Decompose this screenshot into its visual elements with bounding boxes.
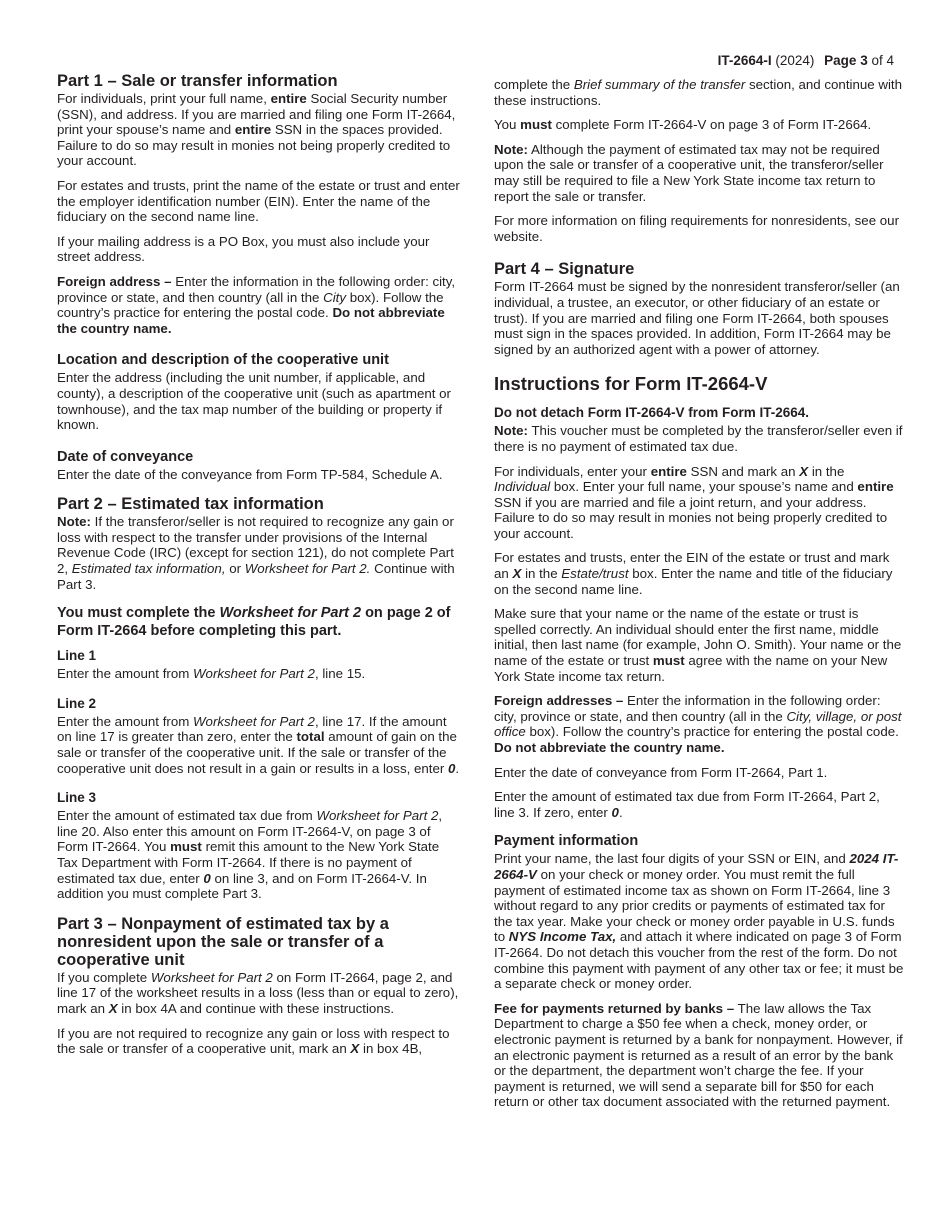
form-year: (2024) [775,53,815,68]
part4-heading: Part 4 – Signature [494,260,635,279]
part1-paragraph-3: If your mailing address is a PO Box, you must also include your street address. [57,233,430,265]
payment-heading: Payment information [494,833,639,850]
line3-heading: Line 3 [57,790,97,806]
note-paragraph: Note: Although the payment of estimated tax may not be required upon the sale or transfer of a cooperative unit, the transferor/seller may still be required to file a New York State income tax return to report the sale or transfer. [494,141,884,204]
form-id: IT-2664-I [717,53,772,68]
page-header [718,52,894,70]
line2-paragraph: Enter the amount from Worksheet for Part 2, line 17. If the amount on line 17 is greater than zero, enter the total amount of gain on the sale or transfer of the cooperative unit. If the sale or transfer of the cooperative unit does not result in a gain or results in a loss, enter 0. [57,713,460,776]
continued-paragraph: complete the Brief summary of the transfer section, and continue with these instructions. [494,77,902,108]
instructions-heading: Instructions for Form IT-2664-V [494,373,768,395]
estimated-amount-paragraph: Enter the amount of estimated tax due from Form IT-2664, Part 2, line 3. If zero, enter 0. [494,789,880,820]
part1-paragraph-2: For estates and trusts, print the name of the estate or trust and enter the employer identification number (EIN). Enter the name of the fiduciary on the second name line. [57,177,460,225]
foreign-addresses-paragraph: Foreign addresses – Enter the information in the following order: city, province or state, and then country (all in the City, village, or post office box). Follow the country’s practice for entering the postal code. Do not abbreviate the country name. [494,693,902,755]
do-not-detach-heading: Do not detach Form IT-2664-V from Form IT-2664. [494,405,810,421]
part1-paragraph-1: For individuals, print your full name, entire Social Security number (SSN), and address. If you are married and filing one Form IT-2664, print your spouse’s name and entire SSN in the spaces provided. Failure to do so may result in monies not being properly credited to your account. [57,91,456,169]
date-heading: Date of conveyance [57,448,194,465]
part1-foreign-address: Foreign address – Enter the information in the following order: city, province or state, and then country (all in the City box). Follow the country’s practice for entering the postal code. Do not abbreviate the country name. [57,273,456,336]
location-paragraph: Enter the address (including the unit number, if applicable, and county), a description of the cooperative unit (such as apartment or townhouse), and the tax map number of the building or property if known. [57,370,451,433]
more-info-paragraph: For more information on filing requirements for nonresidents, see our website. [494,213,900,244]
part2-heading: Part 2 – Estimated tax information [57,495,324,514]
payment-paragraph: Print your name, the last four digits of your SSN or EIN, and 2024 IT-2664-V on your check or money order. You must remit the full payment of estimated income tax as shown on Form IT-2664, line 3 without regard to any prior credits or payments of estimated tax for the tax year. Make your check or money order payable in U.S. funds to NYS Income Tax, and attach it where indicated on page 3 of Form IT-2664. Do not detach this voucher from the rest of the form. Do not combine this payment with payment of any other tax or fee; it must be a separate check or money order. [494,851,904,992]
part2-note: Note: If the transferor/seller is not required to recognize any gain or loss with respect to the transfer under provisions of the Internal Revenue Code (IRC) (except for section 121), do not complete Part 2, Estimated tax information, or Worksheet for Part 2. Continue with Part 3. [57,514,455,592]
name-spelling-paragraph: Make sure that your name or the name of the estate or trust is spelled correctly. An individual should enter the first name, middle initial, then last name (for example, John O. Smith). Your name or the name of the estate or trust must agree with the name on your New York State income tax return. [494,606,902,684]
part3-paragraph-2: If you are not required to recognize any gain or loss with respect to the sale or transfer of a cooperative unit, mark an X in box 4B, [57,1025,450,1057]
returned-fee-paragraph: Fee for payments returned by banks – The law allows the Tax Department to charge a $50 fee when a check, money order, or electronic payment is returned by a bank for nonpayment. However, if an electronic payment is returned as a result of an error by the bank or the department, the department won’t charge the fee. If your payment is returned, we will send a separate bill for $50 for each return or other tax document associated with the returned payment. [494,1000,903,1110]
part3-heading: Part 3 – Nonpayment of estimated tax by a nonresident upon the sale or transfer of a cooperative unit [57,914,389,969]
conveyance-date-paragraph: Enter the date of conveyance from Form IT-2664, Part 1. [494,764,828,780]
date-paragraph: Enter the date of the conveyance from Form TP-584, Schedule A. [57,466,443,482]
page-number: Page 3 [824,53,868,68]
line3-paragraph: Enter the amount of estimated tax due from Worksheet for Part 2, line 20. Also enter this amount on Form IT-2664-V, on page 3 of Form IT-2664. You must remit this amount to the New York State Tax Department with Form IT-2664. If there is no payment of estimated tax due, enter 0 on line 3, and on Form IT-2664-V. In addition you must complete Part 3. [57,808,443,902]
voucher-note-paragraph: Note: This voucher must be completed by the transferor/seller even if there is no payment of estimated tax due. [494,423,903,454]
must-complete-paragraph: You must complete Form IT-2664-V on page 3 of Form IT-2664. [494,117,872,133]
worksheet-requirement: You must complete the Worksheet for Part 2 on page 2 of Form IT-2664 before completing this part. [57,605,451,639]
line2-heading: Line 2 [57,695,97,711]
location-heading: Location and description of the cooperative unit [57,352,389,369]
left-column [57,72,461,1066]
page-total: of 4 [871,53,894,68]
individuals-paragraph: For individuals, enter your entire SSN and mark an X in the Individual box. Enter your full name, your spouse’s name and entire SSN if you are married and file a joint return, and your address. Failure to do so may result in monies not being properly credited to your account. [494,463,894,541]
part4-paragraph: Form IT-2664 must be signed by the nonresident transferor/seller (an individual, a trustee, an executor, or other fiduciary of an estate or trust). If you are married and filing one Form IT-2664, both spouses must sign in the spaces provided. In addition, Form IT-2664 may be signed by an authorized agent with a power of attorney. [494,279,900,357]
right-column [494,77,904,1119]
line1-paragraph: Enter the amount from Worksheet for Part 2, line 15. [57,666,366,682]
part1-heading: Part 1 – Sale or transfer information [57,72,338,90]
part3-paragraph-1: If you complete Worksheet for Part 2 on Form IT-2664, page 2, and line 17 of the worksheet results in a loss (less than or equal to zero), mark an X in box 4A and continue with these instructions. [57,969,459,1016]
estates-paragraph: For estates and trusts, enter the EIN of the estate or trust and mark an X in the Estate/trust box. Enter the name and title of the fiduciary on the second name line. [494,550,893,597]
line1-heading: Line 1 [57,648,97,664]
